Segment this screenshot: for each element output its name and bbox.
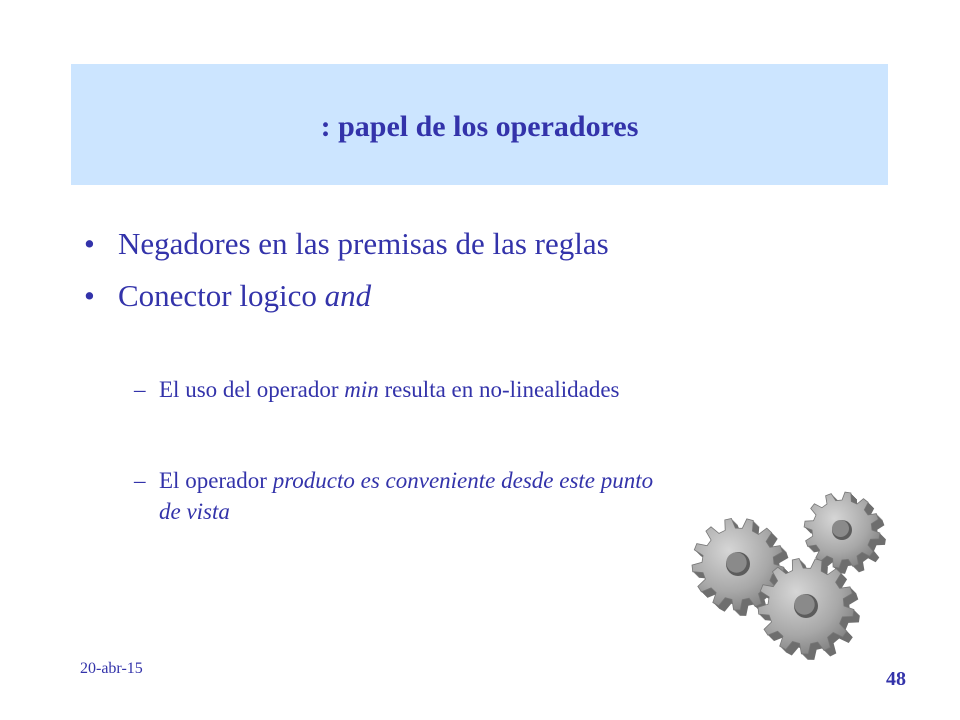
bullet-text: Conector logico — [118, 278, 325, 313]
bullet-text: Negadores en las premisas de las reglas — [118, 226, 609, 261]
bullet-list — [84, 218, 609, 322]
bullet-item — [84, 218, 609, 270]
sub-item — [134, 465, 653, 527]
sub-text: resulta en no-linealidades — [378, 377, 620, 402]
slide-title: : papel de los operadores — [320, 109, 639, 143]
gears-icon — [684, 488, 896, 660]
sub-marker: – — [134, 468, 146, 493]
footer-date: 20-abr-15 — [80, 660, 143, 677]
sub-marker: – — [134, 377, 146, 402]
page-number: 48 — [886, 668, 906, 690]
bullet-item — [84, 270, 609, 322]
sub-item — [134, 374, 620, 405]
sub-italic-text: min — [344, 377, 379, 402]
sub-text: El operador — [159, 468, 273, 493]
sub-italic-continuation: de vista — [159, 499, 230, 524]
bullet-marker: • — [84, 226, 95, 261]
sub-italic-text: producto es conveniente desde este punto — [272, 468, 654, 493]
bullet-marker: • — [84, 278, 95, 313]
title-banner — [71, 64, 888, 185]
bullet-italic-text: and — [324, 278, 372, 313]
sub-text: El uso del operador — [159, 377, 345, 402]
